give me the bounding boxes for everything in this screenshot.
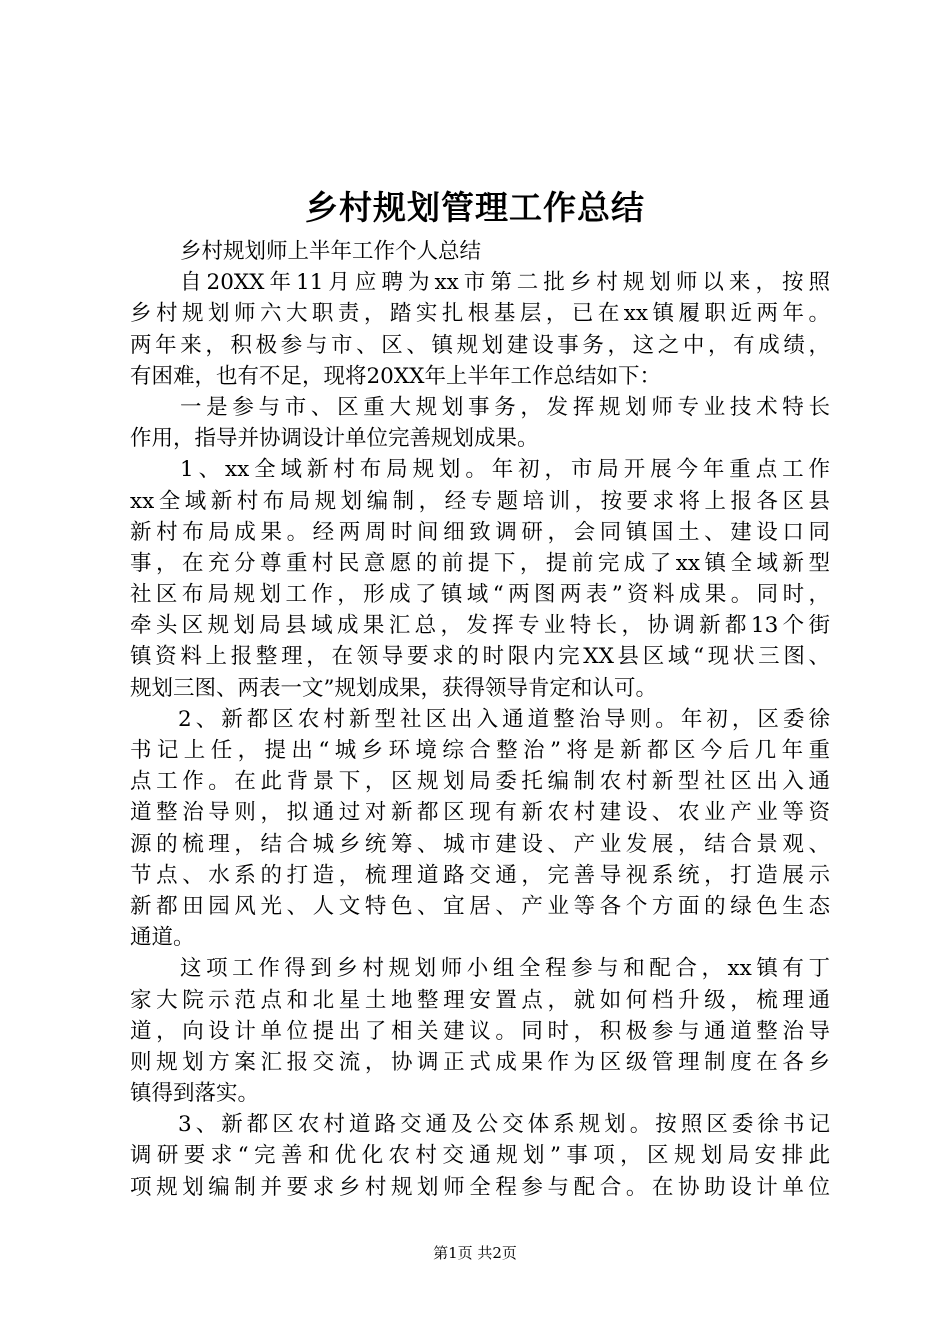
text-line: 家大院示范点和北星土地整理安置点，就如何档升级，梳理通 bbox=[130, 987, 830, 1013]
text-line: 调研要求“完善和优化农村交通规划”事项，区规划局安排此 bbox=[130, 1143, 830, 1169]
text-line: 镇资料上报整理，在领导要求的时限内完XX县区域“现状三图、 bbox=[130, 644, 830, 670]
text-line: 两年来，积极参与市、区、镇规划建设事务，这之中，有成绩， bbox=[130, 332, 830, 358]
text-line: 道，向设计单位提出了相关建议。同时，积极参与通道整治导 bbox=[130, 1018, 830, 1044]
text-line: 新都田园风光、人文特色、宜居、产业等各个方面的绿色生态 bbox=[130, 893, 830, 919]
text-line: 事，在充分尊重村民意愿的前提下，提前完成了xx镇全域新型 bbox=[130, 550, 830, 576]
text-line: 规划三图、两表一文”规划成果，获得领导肯定和认可。 bbox=[130, 675, 657, 701]
text-line: 1、xx全域新村布局规划。年初，市局开展今年重点工作 bbox=[180, 457, 830, 483]
text-line: 项规划编制并要求乡村规划师全程参与配合。在协助设计单位 bbox=[130, 1174, 830, 1200]
text-line: xx全域新村布局规划编制，经专题培训，按要求将上报各区县 bbox=[130, 488, 830, 514]
text-line: 镇得到落实。 bbox=[130, 1081, 260, 1107]
text-line: 乡村规划师上半年工作个人总结 bbox=[180, 239, 482, 264]
text-line: 乡村规划师六大职责，踏实扎根基层，已在xx镇履职近两年。 bbox=[130, 301, 830, 327]
text-line: 通道。 bbox=[130, 925, 195, 951]
text-line: 源的梳理，结合城乡统筹、城市建设、产业发展，结合景观、 bbox=[130, 831, 830, 857]
text-line: 牵头区规划局县域成果汇总，发挥专业特长，协调新都13个街 bbox=[130, 613, 830, 639]
text-line: 点工作。在此背景下，区规划局委托编制农村新型社区出入通 bbox=[130, 769, 830, 795]
text-line: 有困难，也有不足，现将20XX年上半年工作总结如下： bbox=[130, 363, 661, 389]
text-line: 2、新都区农村新型社区出入通道整治导则。年初，区委徐 bbox=[178, 706, 830, 732]
text-line: 社区布局规划工作，形成了镇域“两图两表”资料成果。同时， bbox=[130, 582, 830, 608]
text-line: 一是参与市、区重大规划事务，发挥规划师专业技术特长 bbox=[180, 394, 830, 420]
text-line: 道整治导则，拟通过对新都区现有新农村建设、农业产业等资 bbox=[130, 800, 830, 826]
text-line: 3、新都区农村道路交通及公交体系规划。按照区委徐书记 bbox=[178, 1112, 830, 1138]
text-line: 书记上任，提出“城乡环境综合整治”将是新都区今后几年重 bbox=[130, 738, 830, 763]
text-line: 自20XX年11月应聘为xx市第二批乡村规划师以来，按照 bbox=[180, 270, 830, 296]
text-line: 新村布局成果。经两周时间细致调研，会同镇国土、建设口同 bbox=[130, 519, 830, 545]
text-line: 作用，指导并协调设计单位完善规划成果。 bbox=[130, 426, 539, 452]
document-title: 乡村规划管理工作总结 bbox=[305, 188, 645, 227]
text-line: 节点、水系的打造，梳理道路交通，完善导视系统，打造展示 bbox=[130, 862, 830, 888]
page-footer: 第1页 共2页 bbox=[433, 1244, 517, 1262]
text-line: 则规划方案汇报交流，协调正式成果作为区级管理制度在各乡 bbox=[130, 1049, 830, 1075]
text-line: 这项工作得到乡村规划师小组全程参与和配合，xx镇有丁 bbox=[180, 956, 830, 982]
document-body bbox=[130, 236, 830, 1203]
